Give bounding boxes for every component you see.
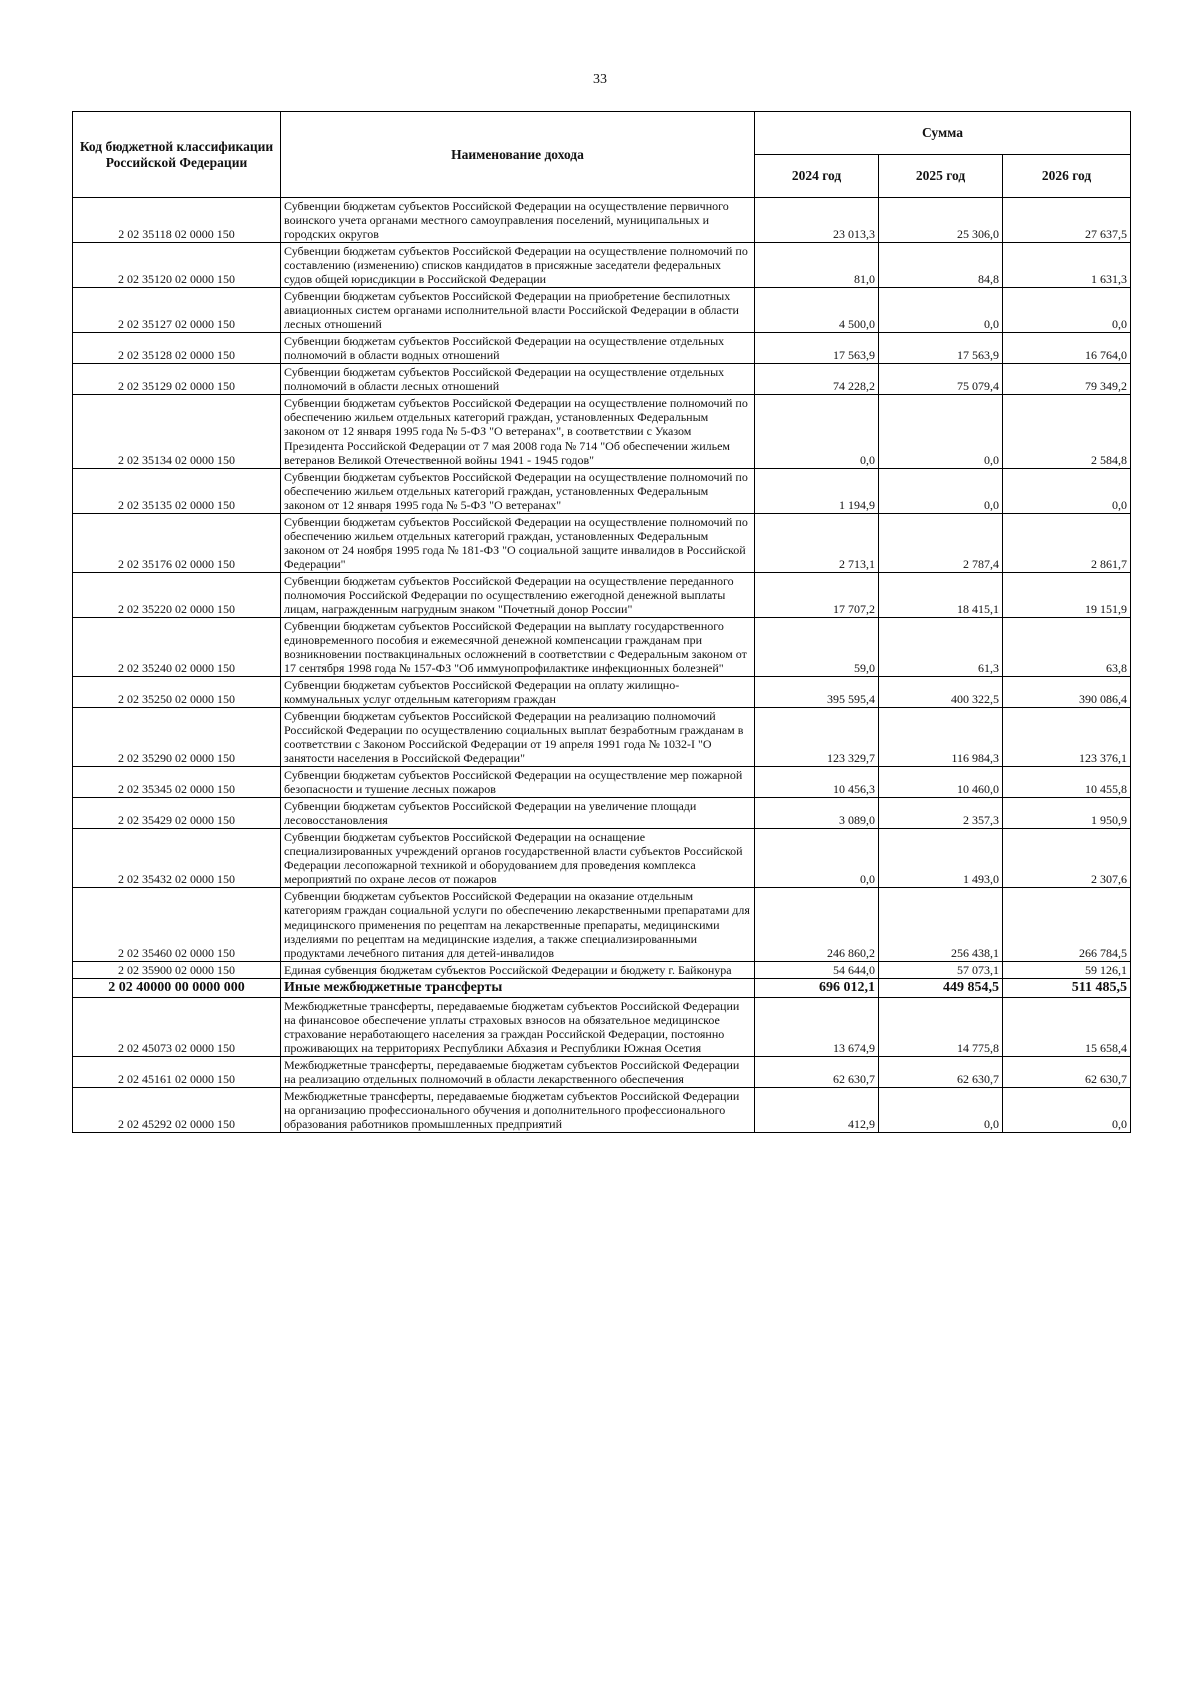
amount-2026-cell: 10 455,8 — [1003, 767, 1131, 798]
income-name-cell: Субвенции бюджетам субъектов Российской Федерации на приобретение беспилотных авиационных систем органами исполнительной власти Российской Федерации в области лесных отношений — [281, 288, 755, 333]
budget-code-cell: 2 02 35120 02 0000 150 — [73, 243, 281, 288]
amount-2024-cell: 395 595,4 — [755, 677, 879, 708]
amount-2024-cell: 0,0 — [755, 395, 879, 468]
year-2025-header: 2025 год — [879, 155, 1003, 198]
income-name-cell: Субвенции бюджетам субъектов Российской Федерации на осуществление полномочий по обеспечению жильем отдельных категорий граждан, установленных Федеральным законом от 24 ноября 1995 года № 181-ФЗ "О социальной защите инвалидов в Российской Федерации" — [281, 513, 755, 572]
income-name-cell: Субвенции бюджетам субъектов Российской Федерации на оплату жилищно-коммунальных услуг отдельным категориям граждан — [281, 677, 755, 708]
amount-2024-cell: 1 194,9 — [755, 468, 879, 513]
amount-2026-cell: 2 307,6 — [1003, 829, 1131, 888]
amount-2024-cell: 54 644,0 — [755, 961, 879, 978]
budget-code-cell: 2 02 45073 02 0000 150 — [73, 998, 281, 1057]
amount-2026-cell: 15 658,4 — [1003, 998, 1131, 1057]
table-row — [73, 978, 1131, 997]
amount-2024-cell: 74 228,2 — [755, 364, 879, 395]
amount-2026-cell: 2 584,8 — [1003, 395, 1131, 468]
amount-2026-cell: 266 784,5 — [1003, 888, 1131, 961]
table-body — [73, 198, 1131, 1133]
table-row — [73, 572, 1131, 617]
page-number: 33 — [593, 72, 607, 87]
income-name-cell: Субвенции бюджетам субъектов Российской Федерации на осуществление полномочий по составлению (изменению) списков кандидатов в присяжные заседатели федеральных судов общей юрисдикции в Российской Федерации — [281, 243, 755, 288]
budget-code-cell: 2 02 35129 02 0000 150 — [73, 364, 281, 395]
amount-2026-cell: 390 086,4 — [1003, 677, 1131, 708]
amount-2024-cell: 10 456,3 — [755, 767, 879, 798]
table-row — [73, 617, 1131, 676]
amount-2026-cell: 123 376,1 — [1003, 708, 1131, 767]
budget-code-cell: 2 02 35429 02 0000 150 — [73, 798, 281, 829]
budget-code-cell: 2 02 35290 02 0000 150 — [73, 708, 281, 767]
amount-2024-cell: 0,0 — [755, 829, 879, 888]
budget-code-cell: 2 02 35345 02 0000 150 — [73, 767, 281, 798]
year-2024-header: 2024 год — [755, 155, 879, 198]
amount-2025-cell: 400 322,5 — [879, 677, 1003, 708]
amount-2025-cell: 25 306,0 — [879, 198, 1003, 243]
amount-2025-cell: 61,3 — [879, 617, 1003, 676]
income-name-cell: Межбюджетные трансферты, передаваемые бюджетам субъектов Российской Федерации на организацию профессионального обучения и дополнительного профессионального образования работников промышленных предприятий — [281, 1088, 755, 1133]
table-header — [73, 112, 1131, 198]
table-row — [73, 1088, 1131, 1133]
income-name-cell: Субвенции бюджетам субъектов Российской Федерации на осуществление отдельных полномочий в области лесных отношений — [281, 364, 755, 395]
income-name-cell: Субвенции бюджетам субъектов Российской Федерации на увеличение площади лесовосстановления — [281, 798, 755, 829]
amount-2026-cell: 0,0 — [1003, 288, 1131, 333]
amount-2026-cell: 0,0 — [1003, 1088, 1131, 1133]
amount-2024-cell: 3 089,0 — [755, 798, 879, 829]
table-row — [73, 395, 1131, 468]
income-name-cell: Субвенции бюджетам субъектов Российской Федерации на осуществление отдельных полномочий в области водных отношений — [281, 333, 755, 364]
amount-2024-cell: 62 630,7 — [755, 1057, 879, 1088]
amount-2026-cell: 59 126,1 — [1003, 961, 1131, 978]
table-row — [73, 829, 1131, 888]
income-name-cell: Субвенции бюджетам субъектов Российской Федерации на осуществление первичного воинского учета органами местного самоуправления поселений, муниципальных и городских округов — [281, 198, 755, 243]
budget-code-cell: 2 02 35127 02 0000 150 — [73, 288, 281, 333]
amount-2025-cell: 0,0 — [879, 1088, 1003, 1133]
budget-table — [72, 111, 1131, 1133]
amount-2025-cell: 449 854,5 — [879, 978, 1003, 997]
amount-2024-cell: 17 707,2 — [755, 572, 879, 617]
budget-code-cell: 2 02 35460 02 0000 150 — [73, 888, 281, 961]
budget-code-cell: 2 02 35250 02 0000 150 — [73, 677, 281, 708]
amount-2024-cell: 412,9 — [755, 1088, 879, 1133]
amount-2024-cell: 696 012,1 — [755, 978, 879, 997]
budget-code-cell: 2 02 35240 02 0000 150 — [73, 617, 281, 676]
table-row — [73, 798, 1131, 829]
amount-2026-cell: 79 349,2 — [1003, 364, 1131, 395]
table-row — [73, 998, 1131, 1057]
income-name-cell: Субвенции бюджетам субъектов Российской Федерации на осуществление мер пожарной безопасности и тушение лесных пожаров — [281, 767, 755, 798]
income-name-cell: Единая субвенция бюджетам субъектов Российской Федерации и бюджету г. Байконура — [281, 961, 755, 978]
amount-2026-cell: 1 631,3 — [1003, 243, 1131, 288]
income-name-cell: Субвенции бюджетам субъектов Российской Федерации на осуществление полномочий по обеспечению жильем отдельных категорий граждан, установленных Федеральным законом от 12 января 1995 года № 5-ФЗ "О ветеранах" — [281, 468, 755, 513]
sum-column-header: Сумма — [755, 112, 1131, 155]
table-row — [73, 888, 1131, 961]
amount-2026-cell: 511 485,5 — [1003, 978, 1131, 997]
income-name-cell: Иные межбюджетные трансферты — [281, 978, 755, 997]
table-row — [73, 288, 1131, 333]
amount-2025-cell: 1 493,0 — [879, 829, 1003, 888]
budget-code-cell: 2 02 35900 02 0000 150 — [73, 961, 281, 978]
year-2026-header: 2026 год — [1003, 155, 1131, 198]
amount-2025-cell: 57 073,1 — [879, 961, 1003, 978]
table-row — [73, 513, 1131, 572]
amount-2025-cell: 17 563,9 — [879, 333, 1003, 364]
amount-2026-cell: 27 637,5 — [1003, 198, 1131, 243]
amount-2024-cell: 13 674,9 — [755, 998, 879, 1057]
table-row — [73, 708, 1131, 767]
table-row — [73, 243, 1131, 288]
budget-code-cell: 2 02 35220 02 0000 150 — [73, 572, 281, 617]
income-name-cell: Межбюджетные трансферты, передаваемые бюджетам субъектов Российской Федерации на реализацию отдельных полномочий в области лекарственного обеспечения — [281, 1057, 755, 1088]
amount-2026-cell: 62 630,7 — [1003, 1057, 1131, 1088]
budget-code-cell: 2 02 40000 00 0000 000 — [73, 978, 281, 997]
income-name-cell: Межбюджетные трансферты, передаваемые бюджетам субъектов Российской Федерации на финансовое обеспечение уплаты страховых взносов на обязательное медицинское страхование неработающего населения за граждан Российской Федерации, постоянно проживающих на территориях Республики Абхазия и Республики Южная Осетия — [281, 998, 755, 1057]
amount-2026-cell: 63,8 — [1003, 617, 1131, 676]
amount-2025-cell: 256 438,1 — [879, 888, 1003, 961]
amount-2025-cell: 75 079,4 — [879, 364, 1003, 395]
table-row — [73, 364, 1131, 395]
income-name-cell: Субвенции бюджетам субъектов Российской Федерации на осуществление полномочий по обеспечению жильем отдельных категорий граждан, установленных Федеральным законом от 12 января 1995 года № 5-ФЗ "О ветеранах", в соответствии с Указом Президента Российской Федерации от 7 мая 2008 года № 714 "Об обеспечении жильем ветеранов Великой Отечественной войны 1941 - 1945 годов" — [281, 395, 755, 468]
table-row — [73, 961, 1131, 978]
budget-code-cell: 2 02 45292 02 0000 150 — [73, 1088, 281, 1133]
budget-code-cell: 2 02 35118 02 0000 150 — [73, 198, 281, 243]
amount-2025-cell: 14 775,8 — [879, 998, 1003, 1057]
table-row — [73, 767, 1131, 798]
amount-2025-cell: 84,8 — [879, 243, 1003, 288]
code-column-header: Код бюджетной классификации Российской Федерации — [73, 112, 281, 198]
budget-code-cell: 2 02 35176 02 0000 150 — [73, 513, 281, 572]
amount-2025-cell: 0,0 — [879, 288, 1003, 333]
income-name-cell: Субвенции бюджетам субъектов Российской Федерации на оснащение специализированных учреждений органов государственной власти субъектов Российской Федерации лесопожарной техникой и оборудованием для проведения комплекса мероприятий по охране лесов от пожаров — [281, 829, 755, 888]
table-row — [73, 677, 1131, 708]
amount-2025-cell: 0,0 — [879, 468, 1003, 513]
amount-2025-cell: 2 357,3 — [879, 798, 1003, 829]
income-name-cell: Субвенции бюджетам субъектов Российской Федерации на выплату государственного единовременного пособия и ежемесячной денежной компенсации гражданам при возникновении поствакцинальных осложнений в соответствии с Федеральным законом от 17 сентября 1998 года № 157-ФЗ "Об иммунопрофилактике инфекционных болезней" — [281, 617, 755, 676]
amount-2024-cell: 59,0 — [755, 617, 879, 676]
amount-2025-cell: 0,0 — [879, 395, 1003, 468]
amount-2024-cell: 2 713,1 — [755, 513, 879, 572]
income-name-cell: Субвенции бюджетам субъектов Российской Федерации на осуществление переданного полномочия Российской Федерации по осуществлению ежегодной денежной выплаты лицам, награжденным нагрудным знаком "Почетный донор России" — [281, 572, 755, 617]
amount-2026-cell: 19 151,9 — [1003, 572, 1131, 617]
budget-code-cell: 2 02 35432 02 0000 150 — [73, 829, 281, 888]
amount-2026-cell: 16 764,0 — [1003, 333, 1131, 364]
amount-2024-cell: 81,0 — [755, 243, 879, 288]
budget-code-cell: 2 02 35134 02 0000 150 — [73, 395, 281, 468]
income-name-cell: Субвенции бюджетам субъектов Российской Федерации на реализацию полномочий Российской Федерации по осуществлению социальных выплат безработным гражданам в соответствии с Законом Российской Федерации от 19 апреля 1991 года № 1032-I "О занятости населения в Российской Федерации" — [281, 708, 755, 767]
table-row — [73, 468, 1131, 513]
amount-2025-cell: 116 984,3 — [879, 708, 1003, 767]
amount-2024-cell: 4 500,0 — [755, 288, 879, 333]
amount-2024-cell: 23 013,3 — [755, 198, 879, 243]
amount-2025-cell: 10 460,0 — [879, 767, 1003, 798]
table-row — [73, 198, 1131, 243]
table-row — [73, 1057, 1131, 1088]
amount-2024-cell: 17 563,9 — [755, 333, 879, 364]
amount-2024-cell: 246 860,2 — [755, 888, 879, 961]
amount-2024-cell: 123 329,7 — [755, 708, 879, 767]
amount-2026-cell: 1 950,9 — [1003, 798, 1131, 829]
budget-code-cell: 2 02 35135 02 0000 150 — [73, 468, 281, 513]
table-row — [73, 333, 1131, 364]
name-column-header: Наименование дохода — [281, 112, 755, 198]
budget-code-cell: 2 02 45161 02 0000 150 — [73, 1057, 281, 1088]
amount-2026-cell: 0,0 — [1003, 468, 1131, 513]
budget-code-cell: 2 02 35128 02 0000 150 — [73, 333, 281, 364]
amount-2025-cell: 18 415,1 — [879, 572, 1003, 617]
amount-2025-cell: 62 630,7 — [879, 1057, 1003, 1088]
amount-2026-cell: 2 861,7 — [1003, 513, 1131, 572]
amount-2025-cell: 2 787,4 — [879, 513, 1003, 572]
income-name-cell: Субвенции бюджетам субъектов Российской Федерации на оказание отдельным категориям граждан социальной услуги по обеспечению лекарственными препаратами для медицинского применения по рецептам на лекарственные препараты, медицинскими изделиями по рецептам на медицинские изделия, а также специализированными продуктами лечебного питания для детей-инвалидов — [281, 888, 755, 961]
